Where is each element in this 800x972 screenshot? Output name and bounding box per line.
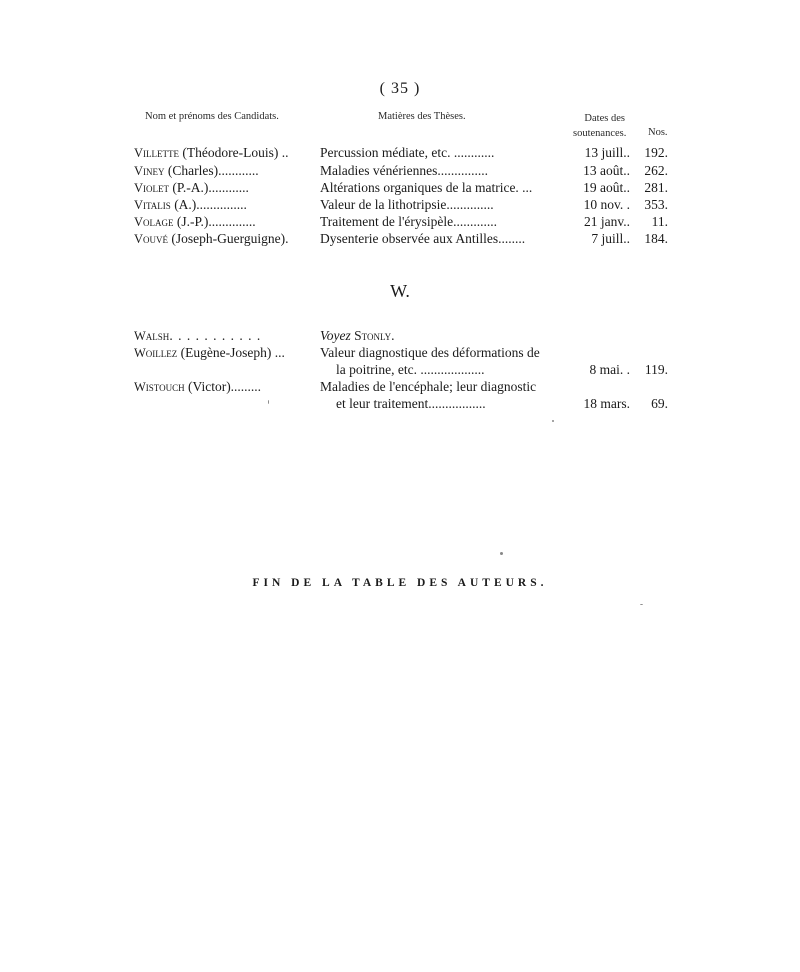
thesis-subject: Traitement de l'érysipèle.............	[320, 214, 498, 229]
entry-row-woillez	[134, 345, 674, 363]
print-speck	[268, 400, 269, 404]
candidate-name: Wistouch (Victor).........	[134, 379, 262, 394]
candidate-name: Villette (Théodore-Louis) ..	[134, 145, 289, 160]
candidate-name: Vouvé (Joseph-Guerguigne).	[134, 231, 289, 246]
print-speck	[500, 552, 503, 555]
entry-row-vitalis	[134, 197, 674, 215]
thesis-subject: Dysenterie observée aux Antilles........	[320, 231, 526, 246]
header-dates-line1: Dates des	[584, 113, 625, 124]
page-number: ( 35 )	[379, 80, 421, 97]
candidate-name: Vitalis (A.)...............	[134, 197, 247, 212]
thesis-number: 184.	[644, 231, 668, 246]
thesis-subject: Maladies vénériennes...............	[320, 163, 488, 178]
entry-row-woillez-cont	[134, 362, 674, 380]
thesis-subject: Percussion médiate, etc. ............	[320, 145, 495, 160]
defense-date: 7 juill..	[591, 231, 630, 246]
thesis-number: 119.	[644, 362, 668, 377]
candidate-name: Woillez (Eugène-Joseph) ...	[134, 345, 285, 360]
thesis-subject-line1: Maladies de l'encéphale; leur diagnostic	[320, 379, 537, 394]
thesis-number: 69.	[651, 396, 668, 411]
thesis-subject-line2: la poitrine, etc. ...................	[336, 362, 485, 377]
entry-row-volage	[134, 214, 674, 232]
defense-date: 13 août..	[583, 163, 630, 178]
thesis-number: 262.	[644, 163, 668, 178]
thesis-number: 192.	[644, 145, 668, 160]
print-speck	[640, 604, 643, 605]
defense-date: 21 janv..	[584, 214, 630, 229]
cross-reference: Voyez Stonly.	[320, 328, 395, 343]
entry-row-villette	[134, 145, 674, 163]
thesis-number: 11.	[651, 214, 668, 229]
end-of-table-footer: FIN DE LA TABLE DES AUTEURS.	[252, 577, 548, 589]
entry-row-walsh	[134, 328, 674, 346]
candidate-name: Viney (Charles)............	[134, 163, 259, 178]
header-thesis-subjects: Matières des Thèses.	[378, 111, 466, 122]
header-dates-line2: soutenances.	[573, 128, 627, 139]
thesis-subject-line2: et leur traitement.................	[336, 396, 486, 411]
header-defense-dates	[573, 111, 627, 141]
thesis-number: 281.	[644, 180, 668, 195]
entry-row-wistouch	[134, 379, 674, 397]
section-letter-w: W.	[390, 281, 410, 301]
candidate-name: Violet (P.-A.)............	[134, 180, 249, 195]
defense-date: 18 mars.	[583, 396, 630, 411]
defense-date: 10 nov. .	[583, 197, 630, 212]
defense-date: 8 mai. .	[589, 362, 630, 377]
thesis-subject: Altérations organiques de la matrice. ...	[320, 180, 533, 195]
entry-row-wistouch-cont	[134, 396, 674, 414]
header-candidate-names: Nom et prénoms des Candidats.	[145, 111, 279, 122]
defense-date: 19 août..	[583, 180, 630, 195]
print-speck	[552, 420, 554, 422]
entry-row-violet	[134, 180, 674, 198]
entry-row-viney	[134, 163, 674, 181]
entry-row-vouve	[134, 231, 674, 249]
candidate-name: Walsh. . . . . . . . . . .	[134, 328, 262, 343]
thesis-subject-line1: Valeur diagnostique des déformations de	[320, 345, 540, 360]
header-numbers: Nos.	[648, 127, 668, 138]
candidate-name: Volage (J.-P.)..............	[134, 214, 256, 229]
defense-date: 13 juill..	[584, 145, 630, 160]
thesis-number: 353.	[644, 197, 668, 212]
thesis-subject: Valeur de la lithotripsie..............	[320, 197, 494, 212]
